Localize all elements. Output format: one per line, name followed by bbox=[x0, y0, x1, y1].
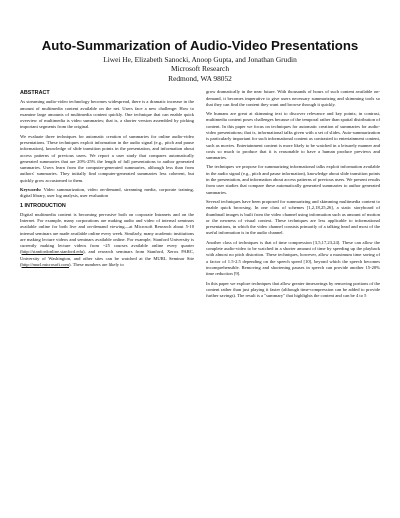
body-paragraph: Another class of techniques is that of time compression [3,5,17,23,24]. These can allow the complete audio-video to be watched in a shorter amount of time by speeding up the playback with almost no pitch distortion. These techniques, however, allow a maximum time saving of a factor of 1.5-2.5 depending on the speech speed [10], beyond which the speech becomes incomprehensible. Removing and shortening pauses in speech can provide another 15-20% time reduction [9]. bbox=[206, 239, 380, 277]
body-paragraph: We humans are great at skimming text to discover relevance and key points; in contrast, multimedia content poses challenges because of the temporal rather than spatial distribution of content. In this paper we focus on techniques for automatic creation of summaries for audio-video presentations; that is, informational talks given with a set of slides. Auto-summarization is particularly important for such informational content as contrasted to entertainment content, such as movies. Entertainment content is more likely to be watched in a leisurely manner and costs so much to produce that it is reasonable to have a human produce previews and summaries. bbox=[206, 111, 380, 161]
intro-text: ). These numbers are likely to bbox=[69, 262, 124, 268]
body-paragraph: The techniques we propose for summarizing informational talks exploit information available in the audio signal (e.g., pitch and pause information), knowledge about slide transition points in the presentation, and information about access patterns of previous users. We present results from user studies that compare these automatically generated summaries to author generated summaries. bbox=[206, 164, 380, 195]
intro-paragraph bbox=[20, 212, 194, 269]
paper-title: Auto-Summarization of Audio-Video Presentations bbox=[41, 38, 359, 53]
right-column bbox=[206, 89, 380, 302]
keywords-text: Video summarization, video on-demand, streaming media, corporate training, digital library, user log analysis, user evaluation bbox=[20, 187, 194, 199]
body-paragraph: grow dramatically in the near future. With thousands of hours of such content available on-demand, it becomes imperative to give users necessary summarizing and skimming tools so that they can find the content they want and browse through it quickly. bbox=[206, 89, 380, 107]
keywords-label: Keywords: bbox=[20, 187, 42, 193]
murl-link[interactable]: http://murl.microsoft.com bbox=[21, 262, 69, 268]
stanford-online-link[interactable]: http://stanfordonline.stanford.edu bbox=[21, 249, 84, 255]
author-block bbox=[20, 55, 380, 83]
body-paragraph: In this paper we explore techniques that allow greater timesavings by removing portions of the content rather than just playing it faster (although time-compression can be added to provide further savings). The result is a "summary" that highlights the content and can be 4 to 5 bbox=[206, 280, 381, 299]
body-paragraph: Several techniques have been proposed for summarizing and skimming multimedia content to enable quick browsing. In one class of schemes [1,2,18,25,26], a static storyboard of thumbnail images is built from the video channel using information such as amount of motion or the newness of visual context. These techniques are less applicable to informational presentations, in which the video channel consists primarily of a talking head and most of the useful information is in the audio channel. bbox=[206, 198, 380, 236]
author-names: Liwei He, Elizabeth Sanocki, Anoop Gupta, and Jonathan Grudin bbox=[103, 55, 297, 64]
left-column bbox=[20, 89, 194, 302]
abstract-paragraph: We evaluate three techniques for automatic creation of summaries for online audio-video presentations. These techniques exploit information in the audio signal (e.g., pitch and pause information), knowledge of slide transition points in the presentation, and information about access patterns of previous users. We report a user study that compares automatically generated summaries that are 20%-25% the length of full presentations to author generated summaries. Users learn from the computer-generated summaries, although less than from authors' summaries. They initially find computer-generated summaries less coherent, but quickly grow accustomed to them. bbox=[20, 133, 194, 183]
location: Redmond, WA 98052 bbox=[168, 73, 232, 83]
abstract-paragraph: As streaming audio-video technology becomes widespread, there is a dramatic increase in the amount of multimedia content available on the net. Users face a new challenge: How to examine large amounts of multimedia content quickly. One technique that can enable quick overview of multimedia is video summaries; that is, a shorter version assembled by picking important segments from the original. bbox=[20, 99, 194, 130]
intro-text: Digital multimedia content is becoming pervasive both on corporate Intranets and on the Internet. For example, many corporations are making audio and video of internal seminars available online for both live and on-demand viewing—at Microsoft Research about 5-10 internal seminars are made available online every week. Similarly, many academic institutions are making lecture videos and seminars available online. For example, Stanford University is currently making lecture videos from ~25 courses available online every quarter ( bbox=[20, 211, 194, 255]
two-column-body bbox=[20, 89, 380, 302]
abstract-heading: ABSTRACT bbox=[20, 90, 50, 97]
intro-text: ), and research seminars from Stanford, Xerox PARC, University of Washington, and other sites can be watched at the MURL Seminar Site ( bbox=[20, 249, 194, 268]
introduction-heading: 1 INTRODUCTION bbox=[20, 202, 66, 209]
affiliation: Microsoft Research bbox=[170, 64, 230, 74]
keywords bbox=[20, 187, 194, 200]
